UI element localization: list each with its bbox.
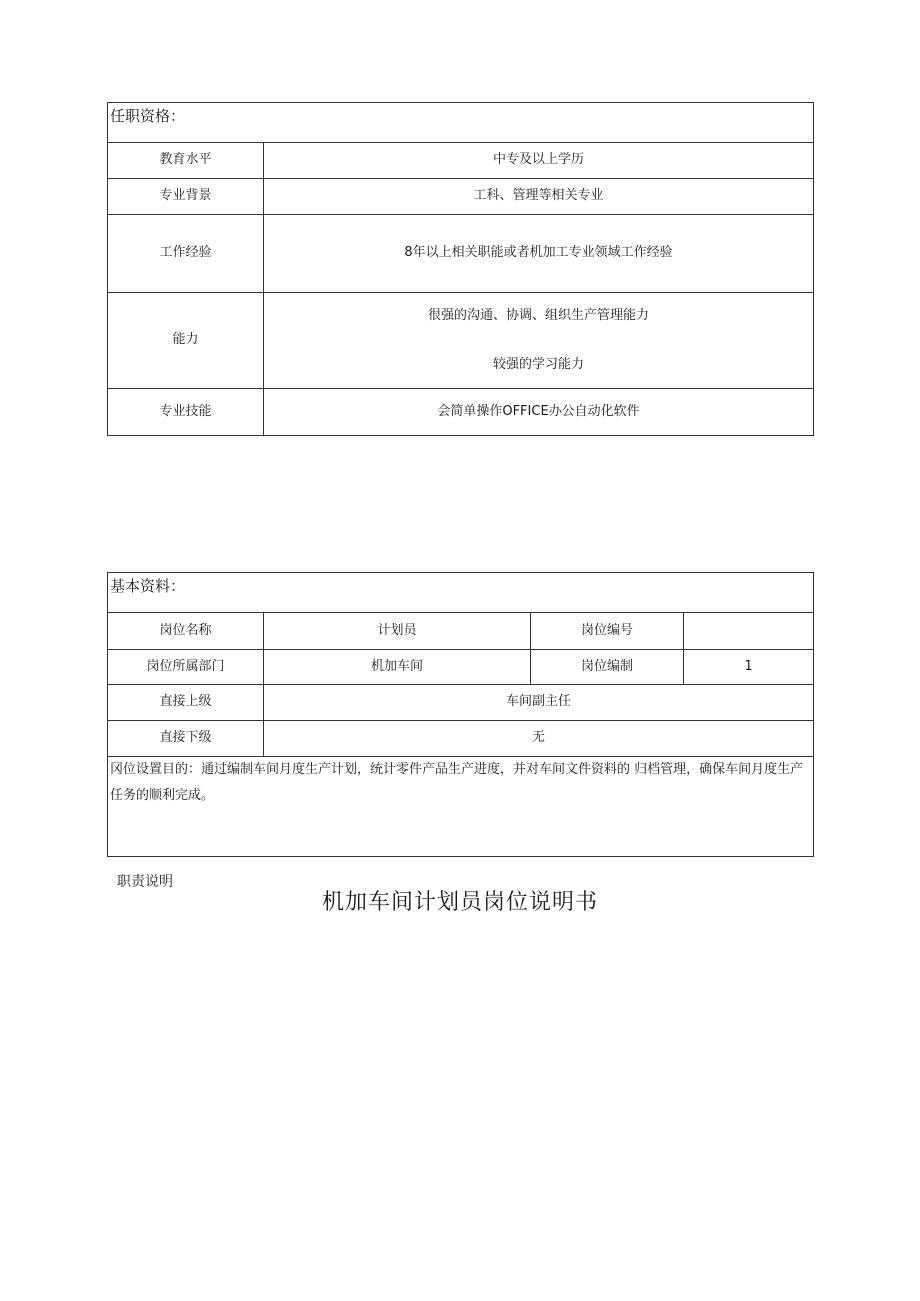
qualifications-heading: 任职资格： [108,103,814,143]
supervisor-value: 车间副主任 [264,685,814,721]
subordinate-label: 直接下级 [108,721,264,757]
document-title: 机加车间计划员岗位说明书 [321,890,598,915]
skills-label: 专业技能 [108,389,264,436]
ability-line-1: 很强的沟通、协调、组织生产管理能力 [428,307,650,323]
education-value: 中专及以上学历 [264,143,814,179]
position-name-label: 岗位名称 [108,613,264,650]
ability-value [264,293,814,389]
position-name-value: 计划员 [264,613,531,650]
experience-value: 8年以上相关职能或者机加工专业领域工作经验 [264,215,814,293]
duties-label: 职责说明 [117,874,173,890]
skills-value: 会简单操作OFFICE办公自动化软件 [264,389,814,436]
department-label: 岗位所属部门 [108,650,264,685]
major-value: 工科、管理等相关专业 [264,179,814,215]
position-purpose: 冈位设置目的：通过编制车间月度生产计划，统计零件产品生产进度，并对车间文件资料的 归档管理，确保车间月度生产任务的顺利完成。 [108,757,814,857]
basic-info-table [107,572,814,857]
supervisor-label: 直接上级 [108,685,264,721]
subordinate-value: 无 [264,721,814,757]
experience-label: 工作经验 [108,215,264,293]
ability-line-2: 较强的学习能力 [493,356,585,372]
position-number-label: 岗位编号 [531,613,684,650]
headcount-value: 1 [684,650,814,685]
basic-info-heading: 基本资料： [108,573,814,613]
position-number-value [684,613,814,650]
headcount-label: 岗位编制 [531,650,684,685]
qualifications-table [107,102,814,436]
department-value: 机加车间 [264,650,531,685]
major-label: 专业背景 [108,179,264,215]
ability-label: 能力 [108,293,264,389]
education-label: 教育水平 [108,143,264,179]
